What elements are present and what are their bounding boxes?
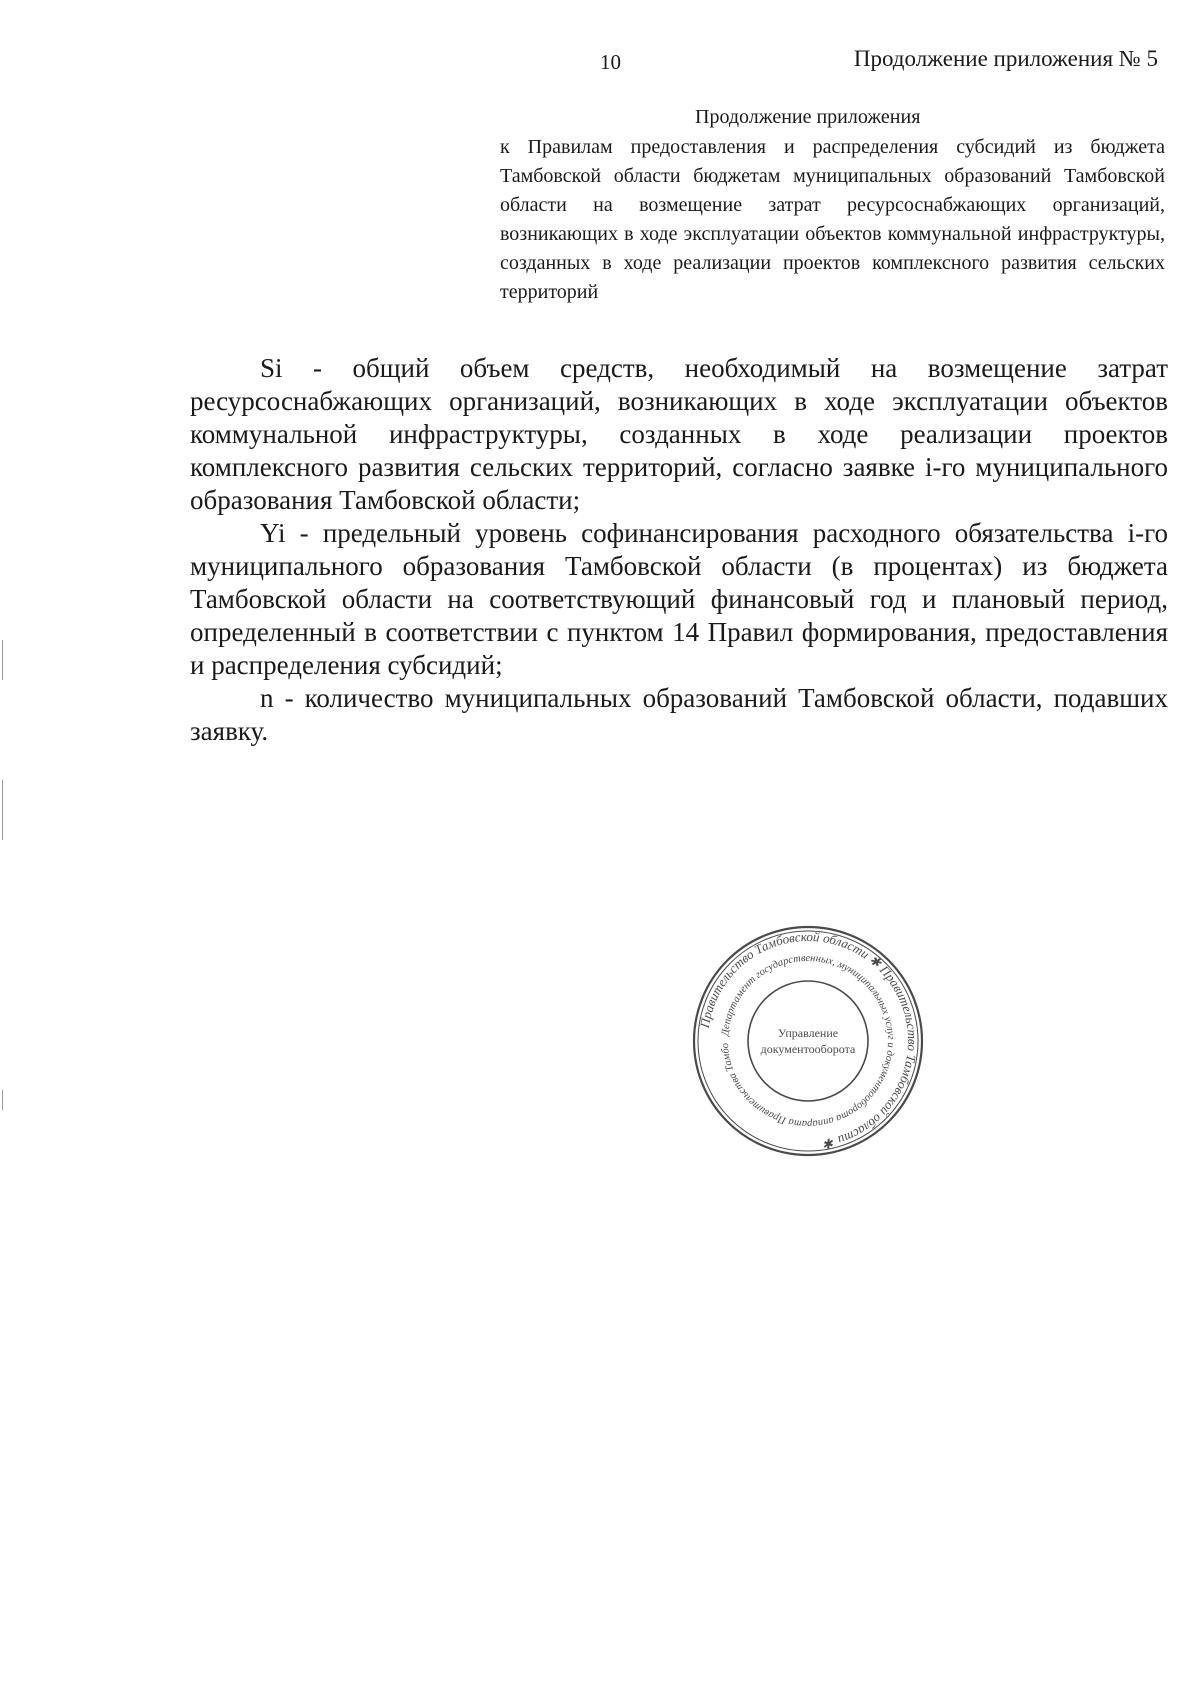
seal-center-line2: документооборота xyxy=(760,1042,856,1056)
seal-outer-text: Правительство Тамбовской области ✱ Правительство Тамбовской области ✱ xyxy=(696,928,921,1152)
official-seal xyxy=(688,921,928,1161)
rules-reference: к Правилам предоставления и распределения субсидий из бюджета Тамбовской области бюджетам муниципальных образований Тамбовской области на возмещение затрат ресурсоснабжающих организаций, возникающих в ходе эксплуатации объектов коммунальной инфраструктуры, созданных в ходе реализации проектов комплексного развития сельских территорий xyxy=(500,136,1165,303)
page-number: 10 xyxy=(600,50,621,74)
document-body xyxy=(190,352,1168,748)
seal-center-border xyxy=(748,981,868,1101)
paragraph-si: Si - общий объем средств, необходимый на возмещение затрат ресурсоснабжающих организаций, возникающих в ходе эксплуатации объектов коммунальной инфраструктуры, созданных в ходе реализации проектов комплексного развития сельских территорий, согласно заявке i-го муниципального образования Тамбовской области; xyxy=(190,353,1168,515)
scan-edge-mark xyxy=(2,640,3,680)
scan-edge-mark xyxy=(2,780,3,840)
seal-center-line1: Управление xyxy=(777,1026,839,1040)
header-title: Продолжение приложения xyxy=(695,106,921,128)
seal-graphic xyxy=(688,921,928,1161)
paragraph-yi: Yi - предельный уровень софинансирования расходного обязательства i-го муниципального образования Тамбовской области (в процентах) из бюджета Тамбовской области на соответствующий финансовый год и плановый период, определенный в соответствии с пунктом 14 Правил формирования, предоставления и распределения субсидий; xyxy=(190,518,1168,680)
paragraph-n: n - количество муниципальных образований Тамбовской области, подавших заявку. xyxy=(190,683,1168,746)
seal-inner-text: Департамент государственных, муниципальных услуг и документооборота аппарата Правительства Тамбо xyxy=(719,952,897,1130)
scan-edge-mark xyxy=(2,1090,3,1110)
appendix-mark: Продолжение приложения № 5 xyxy=(853,46,1158,71)
